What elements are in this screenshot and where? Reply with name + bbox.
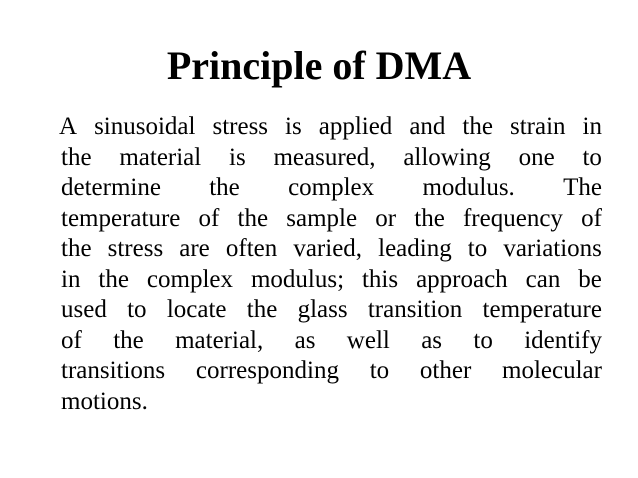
body-word: varied, [293, 235, 363, 262]
body-word: used [61, 296, 107, 323]
body-word: the [209, 174, 240, 201]
body-word: complex [288, 174, 375, 201]
body-line [61, 204, 602, 235]
body-word: corresponding [195, 357, 339, 384]
body-word: other [419, 357, 472, 384]
body-word: allowing [403, 143, 491, 171]
body-word: as [421, 326, 443, 354]
body-word: in [61, 265, 81, 293]
body-word: the [61, 143, 92, 171]
body-word: stress [212, 113, 269, 140]
body-line [61, 295, 602, 326]
body-word: applied [318, 113, 393, 140]
body-line [61, 234, 602, 265]
body-line [61, 356, 602, 387]
body-word: the [61, 235, 92, 262]
body-word: of [61, 326, 82, 354]
body-word: sinusoidal [94, 113, 196, 140]
body-word: modulus. [422, 174, 515, 201]
body-word: to [127, 296, 147, 323]
slide-title: Principle of DMA [166, 43, 472, 88]
body-word: transition [367, 296, 463, 323]
body-word: temperature [61, 204, 181, 232]
body-word: be [578, 265, 602, 293]
body-word: often [225, 235, 278, 262]
body-word: strain [509, 113, 566, 140]
body-word: transitions [61, 357, 166, 384]
body-word: the [237, 204, 269, 232]
body-word: A [59, 113, 78, 140]
body-word: this [361, 265, 399, 293]
body-word: to [467, 235, 488, 262]
body-word: modulus; [250, 265, 345, 293]
body-line [61, 143, 602, 174]
body-word: sample [286, 204, 358, 232]
body-word: well [346, 326, 390, 354]
body-word: The [563, 174, 602, 201]
body-line [61, 265, 602, 296]
body-word: the [98, 265, 129, 293]
body-word: the [462, 113, 493, 140]
body-word: stress [107, 235, 164, 262]
body-word: molecular [502, 357, 602, 384]
body-word: complex [146, 265, 233, 293]
body-word: to [582, 143, 602, 171]
body-word: locate [166, 296, 227, 323]
body-word: is [229, 143, 246, 171]
body-word: determine [61, 174, 161, 201]
body-line [59, 112, 602, 143]
body-word: glass [297, 296, 348, 323]
body-word: or [375, 204, 397, 232]
body-word: can [525, 265, 561, 293]
body-word: material, [175, 326, 264, 354]
body-word: one [518, 143, 555, 171]
body-word: and [409, 113, 446, 140]
body-word: variations [503, 235, 602, 262]
body-word: identify [524, 326, 602, 354]
body-word: of [198, 204, 220, 232]
body-word: measured, [273, 143, 376, 171]
body-word: the [414, 204, 445, 232]
body-word: of [581, 204, 602, 232]
body-word: as [294, 326, 316, 354]
body-line [61, 173, 602, 204]
body-word: the [113, 326, 144, 354]
body-word: temperature [482, 296, 602, 323]
body-word: is [285, 113, 302, 140]
body-word: leading [378, 235, 452, 262]
body-word: approach [416, 265, 508, 293]
body-word: material [119, 143, 202, 171]
body-line [61, 326, 602, 357]
body-word: to [473, 326, 493, 354]
slide-body [61, 112, 602, 417]
body-word: the [246, 296, 278, 323]
body-word: are [179, 235, 210, 262]
body-line: motions. [61, 387, 148, 415]
body-word: in [582, 113, 602, 140]
body-word: frequency [462, 204, 563, 232]
body-word: to [369, 357, 390, 384]
